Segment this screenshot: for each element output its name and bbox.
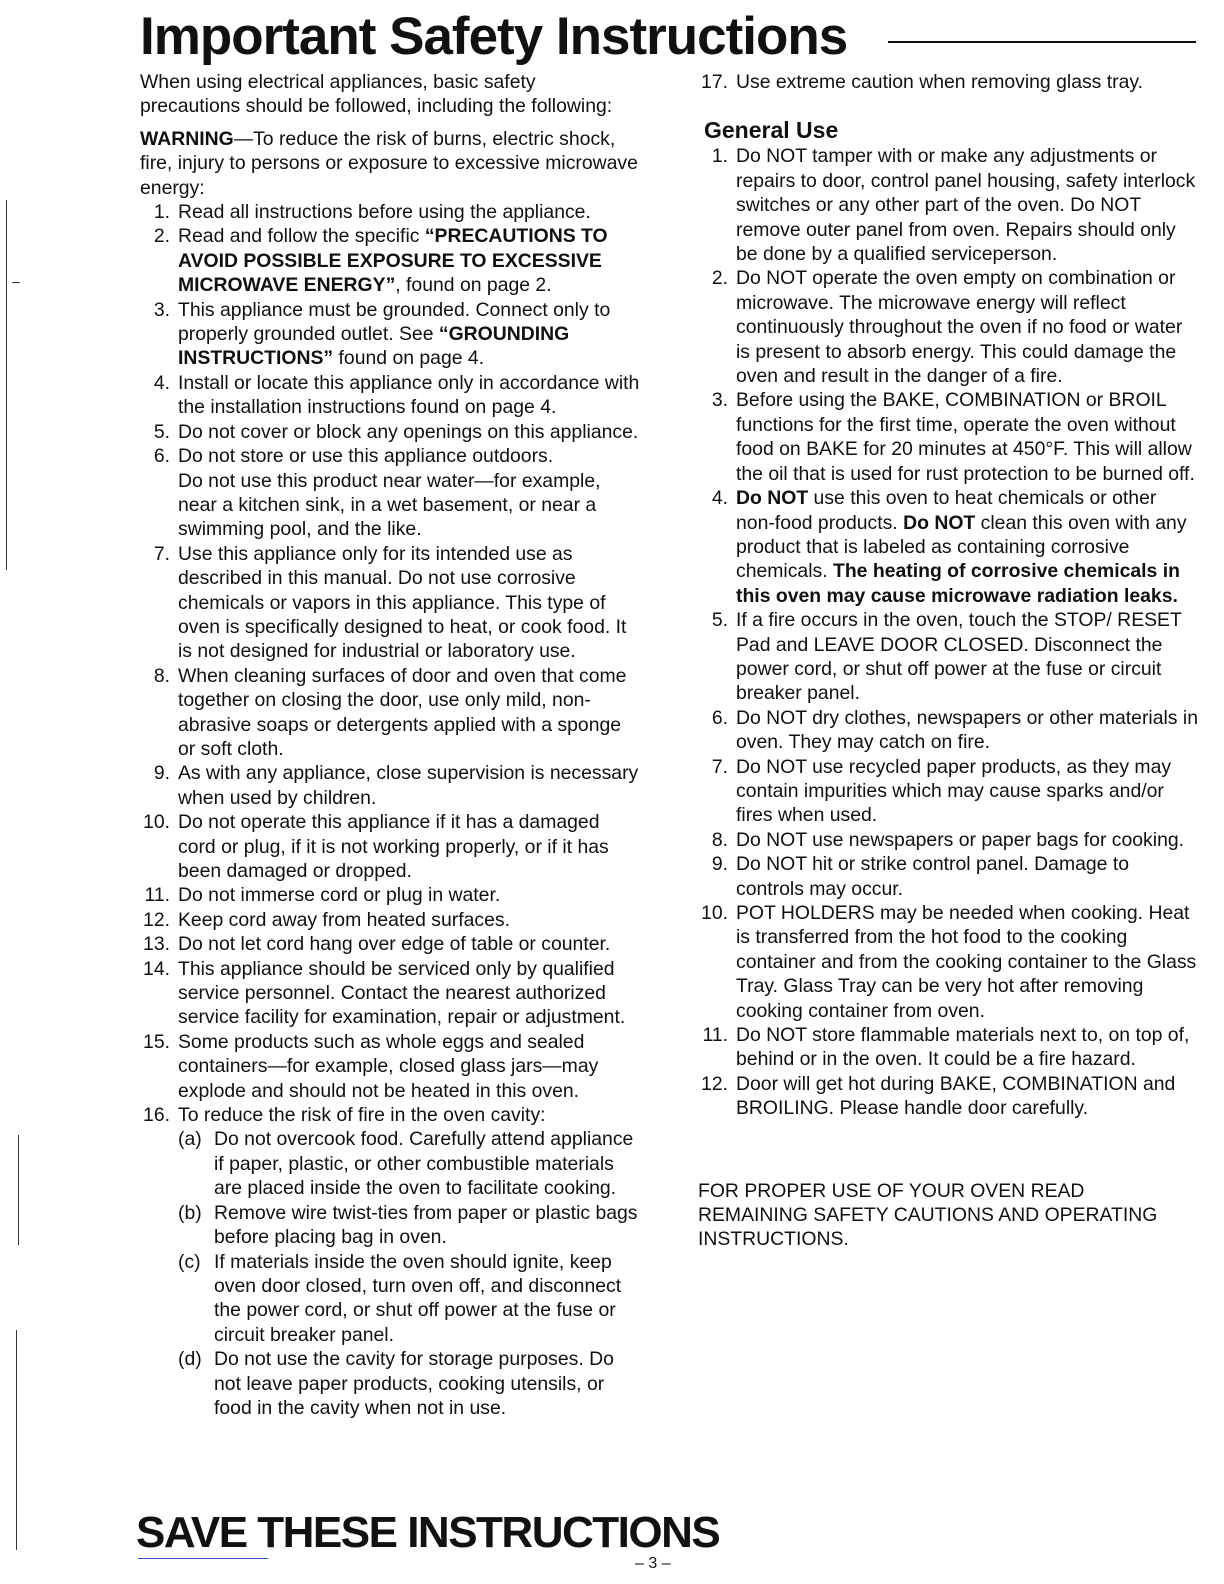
list-item (140, 908, 640, 932)
list-item (140, 200, 640, 224)
list-item (140, 883, 640, 907)
item-number: 8. (711, 828, 728, 851)
item-text: Do NOT use recycled paper products, as they may contain impurities which may cause sparks and/or fires when used. (736, 755, 1172, 827)
scan-mark (6, 200, 7, 570)
sub-item-letter: (c) (178, 1250, 201, 1273)
list-item (140, 810, 640, 883)
item-text: Do not store or use this appliance outdoors. (178, 445, 554, 468)
list-item (140, 761, 640, 810)
item-number: 8. (153, 664, 170, 687)
item-number: 13. (143, 933, 170, 956)
list-item (698, 1072, 1198, 1121)
item-text: Do not let cord hang over edge of table or counter. (178, 933, 611, 956)
safety-list (140, 200, 640, 1420)
item-number: 5. (153, 420, 170, 443)
item-text: , found on page 2. (395, 274, 552, 297)
item-text: Do NOT dry clothes, newspapers or other materials in oven. They may catch on fire. (736, 706, 1198, 754)
general-use-list (698, 144, 1198, 1120)
item-bold-text: “GROUNDING INSTRUCTIONS” (178, 323, 570, 370)
item-number: 3. (711, 389, 728, 412)
sub-list-item (178, 1250, 640, 1348)
list-item (140, 298, 640, 371)
warning-label: WARNING (140, 127, 234, 150)
sub-item-letter: (a) (178, 1128, 202, 1151)
item-text: Keep cord away from heated surfaces. (178, 908, 510, 931)
item-text: Before using the BAKE, COMBINATION or BROIL functions for the first time, operate the oven without food on BAKE for 20 minutes at 450°F. This will allow the oil that is used for rust protection to be burned off. (736, 389, 1195, 485)
item-text: Door will get hot during BAKE, COMBINATION and BROILING. Please handle door carefully. (736, 1072, 1176, 1120)
list-item (140, 1030, 640, 1103)
list-item (140, 420, 640, 444)
item-text: Do NOT operate the oven empty on combination or microwave. The microwave energy will reflect continuously throughout the oven if no food or water is present to absorb energy. This could damage the oven and result in the danger of a fire. (736, 267, 1183, 388)
warning-paragraph (140, 127, 640, 200)
scan-mark (16, 1330, 17, 1550)
item-text: This appliance must be grounded. Connect only to properly grounded outlet. See (178, 298, 611, 346)
list-item (698, 144, 1198, 266)
item-number: 4. (153, 371, 170, 394)
warning-text: —To reduce the risk of burns, electric shock, fire, injury to persons or exposure to excessive microwave energy: (140, 127, 638, 199)
list-item (698, 486, 1198, 608)
closing-note: FOR PROPER USE OF YOUR OVEN READ REMAINING SAFETY CAUTIONS AND OPERATING INSTRUCTIONS. (698, 1179, 1158, 1251)
item-text: Do NOT store flammable materials next to, on top of, behind or in the oven. It could be a fire hazard. (736, 1024, 1190, 1071)
item-number: 3. (153, 298, 170, 321)
save-instructions-heading: SAVE THESE INSTRUCTIONS (136, 1508, 720, 1557)
item-text: clean this oven with any product that is labeled as containing corrosive chemicals. (736, 511, 1187, 583)
item-text: When cleaning surfaces of door and oven that come together on closing the door, use only mild, non-abrasive soaps or detergents applied with a sponge or soft cloth. (178, 664, 627, 760)
item-number: 4. (711, 487, 728, 510)
save-underline (138, 1558, 268, 1559)
item-text: Do NOT use newspapers or paper bags for cooking. (736, 828, 1185, 851)
sub-list-item (178, 1347, 640, 1420)
list-item (698, 706, 1198, 755)
item-bold-text: Do NOT (736, 487, 809, 510)
page-title: Important Safety Instructions (140, 7, 848, 66)
item-text: use this oven to heat chemicals or other non-food products. (736, 487, 1157, 534)
sub-item-text: Do not overcook food. Carefully attend appliance if paper, plastic, or other combustible materials are placed inside the oven to facilitate cooking. (214, 1128, 634, 1200)
title-rule (888, 41, 1196, 43)
item-number: 10. (143, 811, 170, 834)
item-text: Use extreme caution when removing glass tray. (736, 71, 1144, 93)
item-text: Do not immerse cord or plug in water. (178, 884, 501, 907)
item-number: 15. (143, 1030, 170, 1053)
item-number: 11. (144, 884, 170, 907)
list-item (698, 755, 1198, 828)
scan-mark (12, 282, 20, 283)
item-text: This appliance should be serviced only by qualified service personnel. Contact the nearest authorized service facility for examination, repair or adjustment. (178, 957, 626, 1029)
item-number: 9. (153, 762, 170, 785)
item-number: 17. (701, 71, 728, 93)
item-number: 16. (143, 1104, 170, 1127)
item-text: Do not operate this appliance if it has a damaged cord or plug, if it is not working properly, or if it has been damaged or dropped. (178, 811, 609, 882)
list-item (140, 664, 640, 762)
item-number: 7. (153, 542, 170, 565)
list-item (698, 70, 1198, 94)
list-item (698, 608, 1198, 706)
item-number: 5. (711, 609, 728, 632)
sub-list (178, 1127, 640, 1420)
list-item (698, 828, 1198, 852)
item-text: If a fire occurs in the oven, touch the STOP/ RESET Pad and LEAVE DOOR CLOSED. Disconnect the power cord, or shut off power at the fuse or circuit breaker panel. (736, 609, 1182, 705)
sub-item-letter: (b) (178, 1201, 202, 1224)
list-item (698, 266, 1198, 388)
item-number: 1. (153, 201, 170, 224)
item-text: Do not use this product near water—for example, near a kitchen sink, in a wet basement, or near a swimming pool, and the like. (178, 469, 601, 541)
safety-list-continued (698, 70, 1198, 94)
item-text: As with any appliance, close supervision is necessary when used by children. (178, 762, 639, 809)
list-item (140, 932, 640, 956)
item-number: 10. (701, 902, 728, 924)
list-item (140, 444, 640, 542)
sub-item-text: If materials inside the oven should ignite, keep oven door closed, turn oven off, and disconnect the power cord, or shut off power at the fuse or circuit breaker panel. (214, 1250, 622, 1346)
item-text: To reduce the risk of fire in the oven cavity: (178, 1104, 546, 1127)
sub-item-text: Remove wire twist-ties from paper or plastic bags before placing bag in oven. (214, 1201, 638, 1249)
list-item (698, 1023, 1198, 1072)
sub-list-item (178, 1201, 640, 1250)
item-number: 6. (711, 706, 728, 729)
list-item (140, 957, 640, 1030)
item-text: Install or locate this appliance only in accordance with the installation instructions found on page 4. (178, 371, 640, 419)
item-number: 14. (143, 957, 170, 980)
item-number: 11. (702, 1024, 728, 1047)
sub-item-letter: (d) (178, 1348, 202, 1371)
item-text: Read and follow the specific (178, 225, 425, 248)
item-number: 2. (153, 225, 170, 248)
item-number: 2. (711, 267, 728, 290)
item-bold-text: The heating of corrosive chemicals in this oven may cause microwave radiation leaks. (736, 560, 1180, 607)
list-item (698, 901, 1198, 1023)
item-text: Some products such as whole eggs and sealed containers—for example, closed glass jars—may explode and should not be heated in this oven. (178, 1030, 599, 1102)
item-number: 7. (711, 755, 728, 778)
item-text: Do NOT tamper with or make any adjustments or repairs to door, control panel housing, safety interlock switches or any other part of the oven. Do NOT remove outer panel from oven. Repairs should only be done by a qualified serviceperson. (736, 145, 1196, 266)
item-text: Do NOT hit or strike control panel. Damage to controls may occur. (736, 853, 1130, 900)
item-text: Read all instructions before using the appliance. (178, 201, 591, 224)
item-number: 9. (711, 853, 728, 876)
item-number: 12. (701, 1072, 728, 1095)
item-bold-text: Do NOT (903, 511, 976, 534)
intro-text: When using electrical appliances, basic safety precautions should be followed, including the following: (140, 71, 613, 118)
sub-item-text: Do not use the cavity for storage purposes. Do not leave paper products, cooking utensils, or food in the cavity when not in use. (214, 1348, 614, 1419)
sub-list-item (178, 1127, 640, 1200)
item-text: Do not cover or block any openings on this appliance. (178, 420, 639, 443)
general-use-heading: General Use (704, 117, 839, 144)
item-number: 6. (153, 445, 170, 468)
page-number: – 3 – (635, 1555, 671, 1572)
right-column (698, 70, 1198, 1252)
list-item (140, 542, 640, 664)
list-item (698, 388, 1198, 486)
list-item (698, 852, 1198, 901)
item-number: 12. (143, 908, 170, 931)
item-text: found on page 4. (333, 347, 485, 370)
list-item (140, 1103, 640, 1420)
item-number: 1. (711, 145, 728, 168)
item-bold-text: “PRECAUTIONS TO AVOID POSSIBLE EXPOSURE TO EXCESSIVE MICROWAVE ENERGY” (178, 225, 608, 297)
item-text: POT HOLDERS may be needed when cooking. Heat is transferred from the hot food to the cooking container and from the cooking container to the Glass Tray. Glass Tray can be very hot after removing cooking container from oven. (736, 902, 1197, 1022)
scan-mark (18, 1135, 19, 1245)
left-column (140, 70, 640, 1420)
item-text: Use this appliance only for its intended use as described in this manual. Do not use corrosive chemicals or vapors in this appliance. This type of oven is specifically designed to heat, or cook food. It is not designed for industrial or laboratory use. (178, 542, 627, 663)
list-item (140, 371, 640, 420)
list-item (140, 224, 640, 297)
